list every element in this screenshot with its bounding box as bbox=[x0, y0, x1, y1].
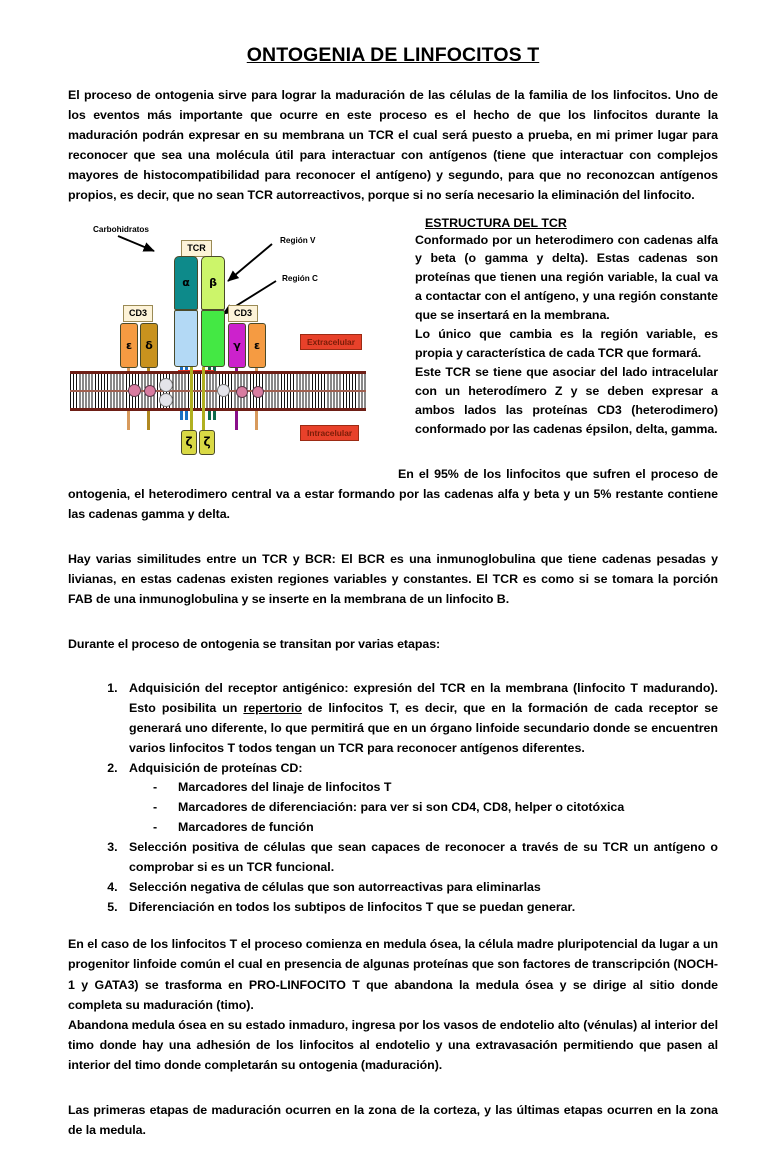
spacer bbox=[68, 1087, 718, 1100]
step-2-text: Adquisición de proteínas CD: bbox=[129, 760, 303, 775]
spacer bbox=[68, 917, 718, 934]
membrane-particle-4 bbox=[159, 393, 173, 407]
chain-alpha-constant bbox=[174, 310, 198, 367]
figure-and-structure-row bbox=[68, 215, 718, 464]
structure-column bbox=[415, 216, 718, 439]
label-intracelular: Intracelular bbox=[300, 425, 359, 441]
chain-zeta-1: ζ bbox=[181, 430, 197, 455]
list-item-sub: - Marcadores de función bbox=[153, 818, 718, 838]
step-1-text-a: Adquisición del receptor antigénico: expresión del TCR en la membrana (linfocito T madurando). Esto posibilita un bbox=[129, 681, 718, 716]
membrane-particle-1 bbox=[128, 384, 141, 397]
paragraph-final: Las primeras etapas de maduración ocurren en la zona de la corteza, y las últimas etapas ocurren en la zona de la medula. bbox=[68, 1103, 718, 1138]
stages-list bbox=[68, 679, 718, 917]
membrane-particle-2 bbox=[144, 385, 156, 397]
chain-epsilon-right: ε bbox=[248, 323, 266, 368]
cd-markers-sublist bbox=[129, 778, 718, 838]
list-item-1 bbox=[121, 679, 718, 758]
list-item-4: 4. Selección negativa de células que son autorreactivas para eliminarlas bbox=[121, 878, 718, 898]
structure-heading: ESTRUCTURA DEL TCR bbox=[425, 215, 567, 230]
chain-epsilon-left: ε bbox=[120, 323, 138, 368]
structure-paragraph-1: Conformado por un heterodimero con cadenas alfa y beta (o gamma y delta). Estas cadenas son proteínas que tienen una región variable, la cual va a contactar con el antígeno, y una región constante que se insertará en la membrana. bbox=[415, 232, 718, 323]
membrane-particle-6 bbox=[236, 386, 248, 398]
structure-paragraph-2: Lo único que cambia es la región variable, es propia y característica de cada TCR que formará. bbox=[415, 327, 718, 360]
stem-zeta-1 bbox=[190, 367, 193, 430]
spacer bbox=[68, 536, 718, 549]
step-1-text-b: de linfocitos T, es decir, que en la formación de cada receptor se generará uno diferente, lo que permitirá que en un órgano linfoide secundario donde se encuentren varios linfocitos T todos tengan un TCR para reconocer antígenos diferentes. bbox=[129, 701, 718, 755]
chain-alpha-variable: α bbox=[174, 256, 198, 310]
paragraph-95-percent: En el 95% de los linfocitos que sufren el proceso de ontogenia, el heterodimero central va a estar formando por las cadenas alfa y beta y un 5% restante contiene las cadenas gamma y delta. bbox=[68, 466, 718, 521]
paragraph-medula-1: En el caso de los linfocitos T el proceso comienza en medula ósea, la célula madre pluripotencial da lugar a un progenitor linfoide común el cual en presencia de algunas proteínas que son factores de transcripción (NOCH-1 y GATA3) se trasforma en PRO-LINFOCITO T que abandona la medula ósea y se dirige al sitio donde completa su maduración (timo). bbox=[68, 937, 718, 1012]
bilayer-head-bottom bbox=[70, 408, 366, 411]
list-item-sub: - Marcadores de diferenciación: para ver si son CD4, CD8, helper o citotóxica bbox=[153, 798, 718, 818]
label-region-c: Región C bbox=[282, 273, 318, 283]
label-carbohidratos: Carbohidratos bbox=[93, 224, 149, 234]
spacer bbox=[68, 621, 718, 634]
paragraph-bcr: Hay varias similitudes entre un TCR y BCR: El BCR es una inmunoglobulina que tiene cadenas pesadas y livianas, en estas cadenas existen regiones variables y constantes. El TCR es como si se tomara la porción FAB de una inmunoglobulina y se inserte en la membrana de un linfocito B. bbox=[68, 551, 718, 607]
spacer bbox=[68, 666, 718, 679]
label-box-cd3-left: CD3 bbox=[123, 305, 153, 322]
paragraph-etapas-intro: Durante el proceso de ontogenia se transitan por varias etapas: bbox=[68, 637, 441, 652]
label-box-tcr: TCR bbox=[181, 240, 212, 257]
structure-paragraph-3: Este TCR se tiene que asociar del lado intracelular con un heterodímero Z y se deben expresar a ambos lados las proteínas CD3 (heterodimero) conformado por las cadenas épsilon, delta, gamma. bbox=[415, 364, 718, 436]
label-region-v: Región V bbox=[280, 235, 316, 245]
label-box-cd3-right: CD3 bbox=[228, 305, 258, 322]
document-content bbox=[68, 0, 718, 1152]
chain-delta: δ bbox=[140, 323, 158, 368]
list-item-5: 5. Diferenciación en todos los subtipos de linfocitos T que se puedan generar. bbox=[121, 898, 718, 918]
tcr-figure bbox=[68, 218, 368, 464]
intro-paragraph: El proceso de ontogenia sirve para lograr la maduración de las células de la familia de los linfocitos. Uno de los eventos más importante que ocurre en este proceso es el hecho de que los linfocitos durante la maduración podrán expresar en su membrana un TCR el cual será puesto a prueba, en mi primer lugar para reconocer que sea una molécula útil para interactuar con antígenos (tiene que interactuar con complejos mayores de histocompatibilidad para reconocer el antígeno) y segundo, para que no reconozcan antígenos propios, es decir, que no sean TCR autorreactivos, porque si no sería necesario la eliminación del linfocito. bbox=[68, 88, 718, 203]
chain-beta-variable: β bbox=[201, 256, 225, 310]
list-item-3: 3. Selección positiva de células que sean capaces de reconocer a través de su TCR un antígeno o comprobar si es un TCR funcional. bbox=[121, 838, 718, 878]
list-item-sub: - Marcadores del linaje de linfocitos T bbox=[153, 778, 718, 798]
membrane-particle-7 bbox=[252, 386, 264, 398]
chain-beta-constant bbox=[201, 310, 225, 367]
paragraph-medula-2: Abandona medula ósea en su estado inmaduro, ingresa por los vasos de endotelio alto (vénulas) al interior del timo donde hay una adhesión de los linfocitos al endotelio y una extravasación permitiendo que pasen al interior del timo donde completarán su ontogenia (maduración). bbox=[68, 1017, 718, 1072]
stem-zeta-2 bbox=[202, 367, 205, 430]
label-extracelular: Extracelular bbox=[300, 334, 362, 350]
chain-zeta-2: ζ bbox=[199, 430, 215, 455]
step-1-underlined-term: repertorio bbox=[243, 701, 302, 716]
chain-gamma: γ bbox=[228, 323, 246, 368]
membrane-particle-3 bbox=[159, 378, 173, 392]
list-item-2 bbox=[121, 759, 718, 838]
membrane-particle-5 bbox=[217, 384, 230, 397]
page-title: ONTOGENIA DE LINFOCITOS T bbox=[246, 44, 540, 66]
